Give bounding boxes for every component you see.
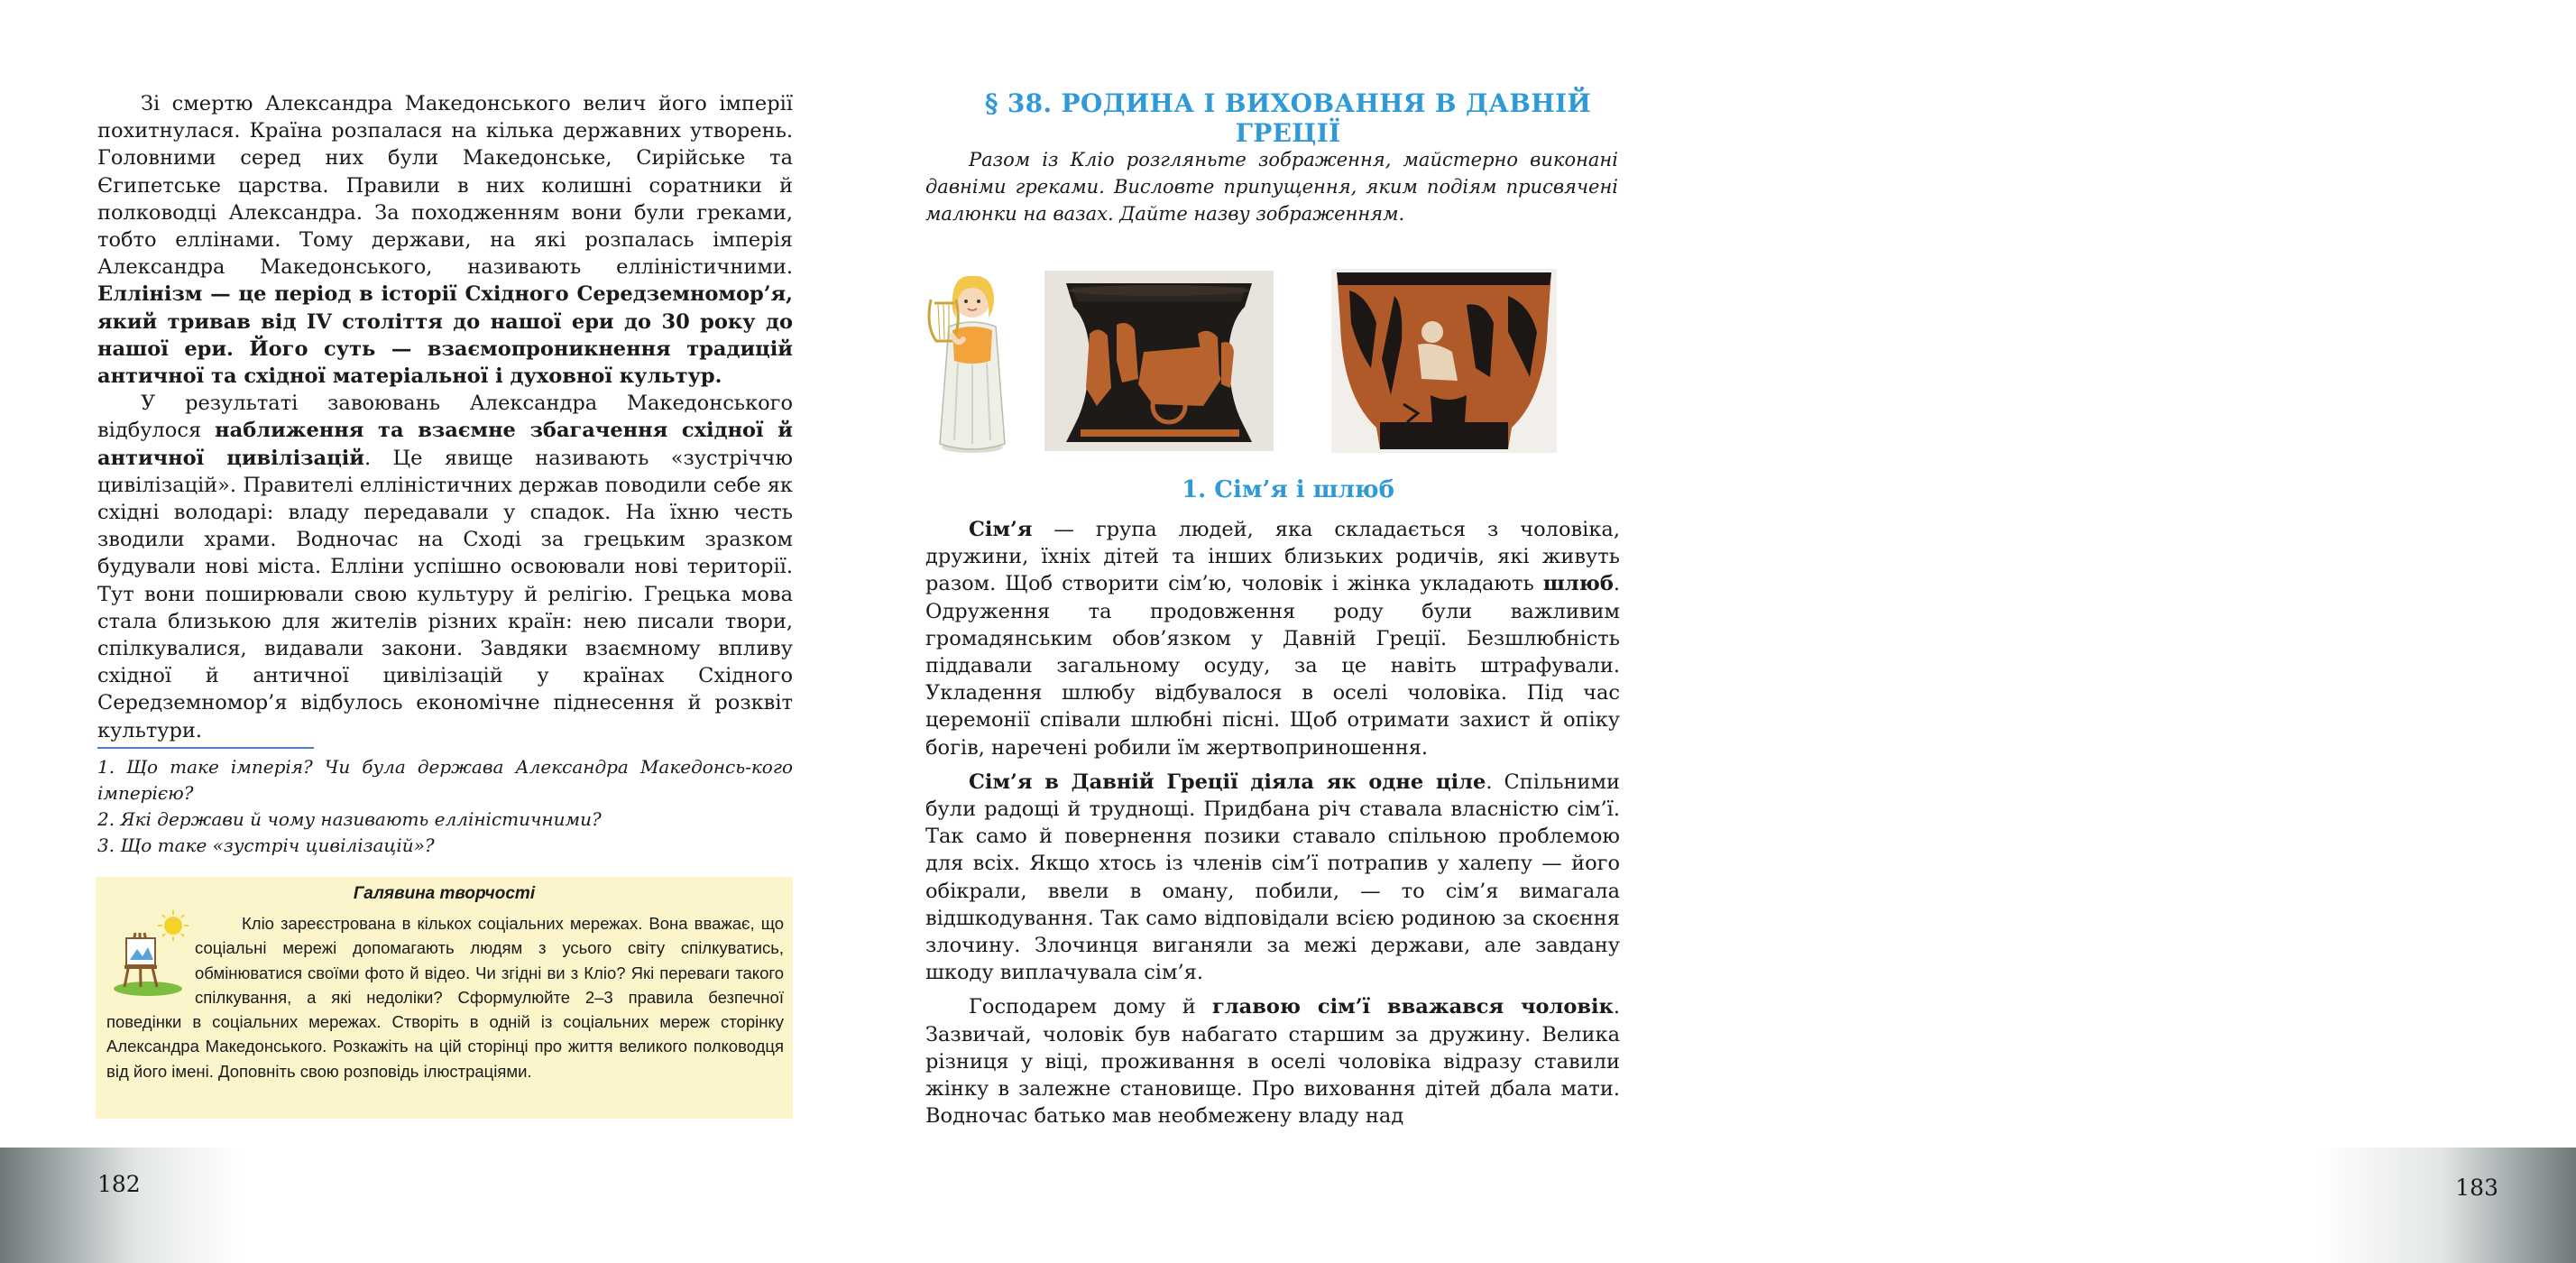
subsection-heading: 1. Сім’я і шлюб — [1182, 476, 1394, 503]
questions-separator — [97, 747, 314, 749]
clio-muse-illustration — [922, 263, 1021, 455]
page-number-left: 182 — [97, 1171, 141, 1197]
creativity-box — [96, 877, 793, 1119]
bold-term: Сім’я — [969, 518, 1033, 541]
bold-term: Сім’я в Давній Греції діяла як одне ціле — [969, 770, 1486, 794]
creativity-box-title: Галявина творчості — [353, 884, 536, 903]
text-run: . Зазвичай, чоловік був набагато старшим за дружину. Велика різниця у віці, проживання в оселі чоловіка відразу ставили жінку в залежне становище. Про виховання дітей дбала мати. Водночас батько мав необмежену владу над — [925, 995, 1621, 1129]
intro-text — [925, 146, 1618, 228]
page-footer-right — [1717, 1148, 2576, 1263]
main-text-left — [97, 90, 793, 744]
text-run: Господарем дому й — [969, 995, 1213, 1019]
creativity-box-text — [106, 911, 784, 1083]
greek-vase-figures-image — [1331, 269, 1557, 453]
left-page — [0, 0, 859, 1263]
review-questions — [97, 754, 793, 859]
text-run: . Це явище називають «зустріччю цивілізацій». Правителі елліністичних держав поводили себе як східні володарі: владу передавали у спадок. На їхню честь зводили храми. Водночас на Сході за грецьким зразком будували нові міста. Елліни успішно освоювали нові території. Тут вони поширювали свою культуру й релігію. Грецька мова стала близькою для жителів різних країн: нею писали твори, спілкувалися, видавали закони. Завдяки взаємному впливу східної й античної цивілізацій у країнах Східного Середземномор’я відбулось економічне піднесення й розквіт культури. — [97, 446, 794, 742]
bold-term: шлюб — [1542, 572, 1614, 596]
body-paragraph — [925, 993, 1620, 1129]
body-paragraph — [97, 90, 793, 390]
bold-term: главою сім’ї вважався чоловік — [1212, 995, 1614, 1019]
bold-term: Еллінізм — це період в історії Східного Середземномор’я, який тривав від IV століття до нашої ери до 30 року до нашої ери. Його суть — взаємопроникнення традицій античної та східної матеріальної і духовної культур. — [97, 282, 793, 389]
main-text-right — [925, 516, 1620, 1129]
text-run: — група людей, яка складається з чоловіка, дружини, їхніх дітей та інших близьких родичів, які живуть разом. Щоб створити сім’ю, чоловік і жінка укладають — [925, 518, 1620, 596]
text-run: У результаті завоювань Александра Македонського відбулося — [97, 392, 793, 443]
intro-paragraph: Разом із Кліо розгляньте зображення, майстерно виконані давніми греками. Висловте припущення, яким подіям присвячені малюнки на вазах. Дайте назву зображенням. — [925, 149, 1618, 226]
section-heading: § 38. РОДИНА І ВИХОВАННЯ В ДАВНІЙ ГРЕЦІЇ — [984, 88, 1592, 148]
greek-vase-chariot-image — [1044, 271, 1274, 451]
body-paragraph — [97, 390, 793, 744]
page-footer-left — [0, 1148, 859, 1263]
text-run: . Одруження та продовження роду були важливим громадянським обов’язком у Давній Греції. Безшлюбність піддавали загальному осуду, за це навіть штрафували. Укладення шлюбу відбувалося в оселі чоловіка. Під час церемонії співали шлюбні пісні. Щоб отримати захист й опіку богів, наречені робили їм жертвоприношення. — [925, 572, 1620, 760]
body-paragraph — [925, 769, 1620, 987]
question-item: 2. Які держави й чому називають елліністичними? — [97, 808, 602, 830]
question-item: 3. Що таке «зустріч цивілізацій»? — [97, 834, 435, 856]
creativity-box-paragraph: Кліо зареєстрована в кількох соціальних мережах. Вона вважає, що соціальні мережі допомагають людям з усього світу спілкуватись, обмінюватися своїми фото й відео. Чи згідні ви з Кліо? Які переваги такого спілкування, а які недоліки? Сформулюйте 2–3 правила безпечної поведінки в соціальних мережах. Створіть в одній із соціальних мереж сторінку Александра Македонського. Розкажіть на цій сторінці про життя великого полководця від його імені. Доповніть свою розповідь ілюстраціями. — [106, 914, 784, 1081]
body-paragraph — [925, 516, 1620, 761]
text-run: . Спільними були радощі й труднощі. Придбана річ ставала власністю сім’ї. Так само й повернення позики ставало спільною проблемою для всіх. Якщо хтось із членів сім’ї потрапив у халепу — його обікрали, ввели в оману, побили, — то сім’я вимагала відшкодування. Так само відповідали всією родиною за скоєння злочину. Злочинця виганяли за межі держави, але завдану шкоду виплачувала сім’я. — [925, 770, 1620, 985]
page-number-right: 183 — [2455, 1175, 2498, 1201]
question-item: 1. Що таке імперія? Чи була держава Александра Македонсь-кого імперією? — [97, 756, 793, 804]
bold-term: наближення та взаємне збагачення східної й античної цивілізацій — [97, 419, 793, 470]
text-run: Зі смертю Александра Македонського велич його імперії похитнулася. Країна розпалася на кілька державних утворень. Головними серед них були Македонське, Сирійське та Єгипетське царства. Правили в них колишні соратники й полководці Александра. За походженням вони були греками, тобто еллінами. Тому держави, на які розпалась імперія Александра Македонського, називають елліністичними. — [97, 92, 793, 280]
right-page — [859, 0, 2498, 1263]
